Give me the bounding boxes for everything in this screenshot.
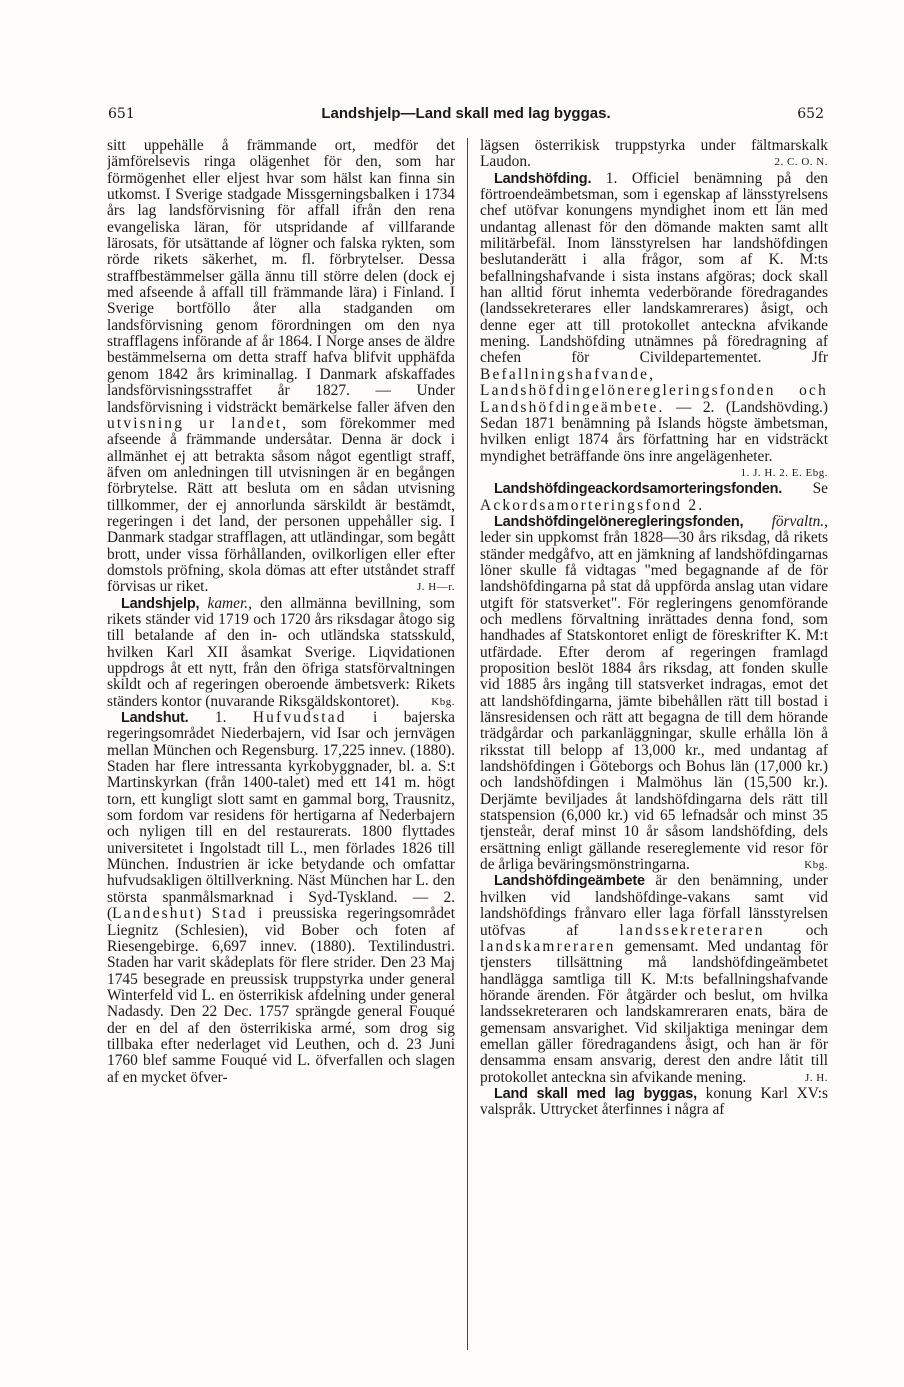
entry-landshjelp: Landshjelp, kamer., den allmänna bevillning, som rikets ständer vid 1719 och 1720 års riksdagar åtogo sig till betalande af den in- och utländska statsskuld, hvilken Karl XII åsamkat Sverige. Liqvidationen uppdrogs åt ett nytt, från den öfriga statsförvaltningen skildt och af regeringen oberoende ämbetsverk: Rikets ständers kontor (nuvarande Riksgäldskontoret). Kbg. — [107, 594, 455, 710]
entry-landsforvisning-continued: sitt uppehälle å främmande ort, medför det jämförelsevis ringa olägenhet för den, som har förmögenhet eller eljest hvar som hälst kan finna sin utkomst. I Sverige stadgade Missgerningsbalken i 1734 års lag landsförvisning för affall ifrån den rena evangeliska läran, för utspridande af villfarande lärosats, för utsättande af lögner och falska rykten, som rörde rikets säkerhet, m. fl. förbrytelser. Dessa straffbestämmelser gälla ännu till större delen (dock ej med afseende å affall till främmande lära) i Finland. I Sverige bortföllo åter alla stadganden om landsförvisning genom förordningen om den nya strafflagens införande af år 1864. I Norge anses de äldre bestämmelserna om detta straff hafva blifvit upphäfda genom 1842 års kriminallag. I Danmark afskaffades landsförvisningsstraffet år 1827. — Under landsförvisning i vidsträckt bemärkelse faller äfven den utvisning ur landet, som förekommer med afseende å främmande undersåtar. Denna är dock i allmänhet ej att betrakta såsom något egentligt straff, äfven om anledningen till utvisningen är en begången förbrytelse. Rätt att besluta om en sådan utvisning tillkommer, der ej annorlunda särskildt är bestämdt, regeringen i det land, der personen uppehåller sig. I Danmark stadgar strafflagen, att utländingar, som begått brott, under vissa förhållanden, ovilkorligen eller efter domstols pröfning, skola dömas att efter utståndet straff förvisas ur riket. J. H—r. — [107, 138, 455, 596]
entry-land-skall-med-lag-byggas: Land skall med lag byggas, konung Karl XV:s valspråk. Uttrycket återfinnes i några af — [480, 1084, 828, 1119]
page-number-right: 652 — [797, 106, 824, 122]
right-column — [480, 138, 828, 1353]
headword: Landshut. — [121, 710, 189, 727]
entry-landshut: Landshut. 1. Hufvudstad i bajerska regeringsområdet Niederbajern, vid Isar och jernvägen mellan München och Regensburg. 17,225 innev. (1880). Staden har flere intressanta kyrkobyggnader, bl. a. S:t Martinskyrkan (från 1400-talet) med ett 141 m. högt torn, ett kungligt slott samt en gammal borg, Trausnitz, som fordom var residens för hertigarna af Nederbajern och nyligen till en del restaurerats. 1800 flyttades universitetet i Ingolstadt till L., men förlades 1826 till München. Industrien är icke betydande och omfattar hufvudsakligen öltillverkning. Näst München har L. den största spanmålsmarknad i Syd-Tyskland. — 2. (Landeshut) Stad i preussiska regeringsområdet Liegnitz (Schlesien), vid Bober och foten af Riesengebirge. 6,697 innev. (1880). Textilindustri. Staden har varit skådeplats för flere strider. Den 23 Maj 1745 besegrade en preussisk truppstyrka under general Winterfeld vid L. en österrikisk afdelning under general Nadasdy. Den 22 Dec. 1757 sprängde general Fouqué der en del af den österrikiska armé, som drog sig tillbaka efter nederlaget vid Leuthen, och d. 23 Juni 1760 blef samme Fouqué vid L. öfverfallen och slagen af en mycket öfver- — [107, 709, 455, 1086]
column-divider — [467, 138, 468, 1350]
author-signature: Kbg. — [804, 859, 828, 872]
headword: Landshöfdingelöneregleringsfonden, — [494, 513, 744, 530]
headword: Landshöfdingeackordsamorteringsfonden. — [494, 481, 783, 498]
running-title: Landshjelp—Land skall med lag byggas. — [321, 105, 611, 122]
entry-landshofdingeambete: Landshöfdingeämbete är den benämning, under hvilken vid landshöfdinge-vakans samt vid landshöfdings frånvaro eller laga förfall länsstyrelsen utöfvas af landssekreteraren och landskamreraren gemensamt. Med undantag för tjensters tillsättning må landshöfdingeämbetet handlägga samtliga till K. M:ts befallningshafvande hörande ärenden. För åtgärder och beslut, om hvilka landssekreteraren och landskamreraren enats, bära de gemensam ansvarighet. Vid skiljaktiga meningar dem emellan gäller föredragandens åsigt, och han är för densamma ensam ansvarig, derest den andre låtit till protokollet anteckna sin afvikande mening. J. H. — [480, 872, 828, 1086]
author-signature: J. H—r. — [416, 581, 455, 594]
left-column — [107, 138, 455, 1353]
page-number-left: 651 — [108, 106, 135, 122]
headword: Land skall med lag byggas, — [494, 1085, 697, 1102]
page-header — [108, 104, 824, 126]
entry-loneregleringsfonden: Landshöfdingelöneregleringsfonden, förvaltn., leder sin uppkomst från 1828—30 års riksdag, då rikets ständer medgåfvo, att en jämkning af landshöfdingarnas löner skulle få vidtagas "med begagnande af de för landshöfdingarna på stat då uppförda anslag utan vidare utgift för statsverket". För regleringens genomförande och medlens förvaltning inrättades denna fond, som handhades af Statskontoret enligt de föreskrifter K. M:t utfärdade. Efter derom af regeringen framlagd proposition beslöt 1884 års riksdag, att fonden skulle vid 1885 års ingång till statsverket indragas, emot det att landshöfdingarna, jämte bibehållen rätt till bostad i länsresidensen och rätt att begagna de till dem hörande trädgårdar och parkanläggningar, skulle erhålla lön å riksstat till belopp af 13,000 kr., med undantag af landshöfdingen i Göteborgs och Bohus län (17,000 kr.) och landshöfdingen i Malmöhus län (15,500 kr.). Derjämte beviljades åt landshöfdingarna dels rätt till statspension (6,000 kr.) vid 65 lefnadsår och minst 35 tjensteår, deraf minst 10 år såsom landshöfding, dels ersättning enligt gällande resereglemente vid resor för de årliga beväringsmönstringarna. Kbg. — [480, 512, 828, 874]
author-signature: 2. C. O. N. — [774, 156, 828, 169]
entry-landshut-continued: lägsen österrikisk truppstyrka under fältmarskalk Laudon. 2. C. O. N. — [480, 138, 828, 171]
entry-ackordsamorteringsfonden: Landshöfdingeackordsamorteringsfonden. Se Ackordsamorteringsfond 2. — [480, 480, 828, 514]
author-signature: 1. J. H. 2. E. Ebg. — [740, 466, 828, 479]
headword: Landshjelp, — [121, 595, 200, 612]
author-signature: Kbg. — [431, 695, 455, 708]
entry-landshofding: Landshöfding. 1. Officiel benämning på den förtroendeämbetsman, som i egenskap af länsstyrelsens chef utöfvar konungens myndighet inom ett län med undantag allenast för den dömande makten samt allt militärbefäl. Inom länsstyrelsen har landshöfdingen beslutanderätt i alla frågor, som af K. M:ts befallningshafvande i sista instans afgöras; dock skall han alltid förut inhemta vederbörande föredragandes (landssekreterares eller landskamrerares) åsigt, och denne eger att till protokollet anteckna afvikande mening. Landshöfding utnämnes på föredragning af chefen för Civildepartementet. Jfr Befallningshafvande, Landshöfdingelöneregleringsfonden och Landshöfdingeämbete. — 2. (Landshövding.) Sedan 1871 benämning på Islands högste ämbetsman, hvilken enligt 1874 års författning har en vidsträckt myndighet beträffande öns inre angelägenheter. 1. J. H. 2. E. Ebg. — [480, 171, 828, 465]
headword: Landshöfding. — [494, 170, 592, 187]
headword: Landshöfdingeämbete — [494, 873, 645, 890]
author-signature: J. H. — [805, 1071, 828, 1084]
